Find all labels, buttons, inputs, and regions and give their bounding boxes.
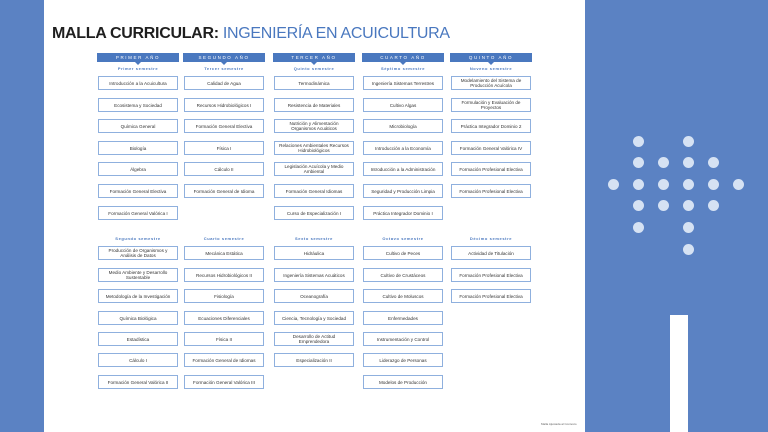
course-box: Formación General Electiva xyxy=(98,184,178,198)
course-box: Producción de Organismos y Análisis de Datos xyxy=(98,246,178,260)
semester-label: Séptimo semestre xyxy=(380,66,426,71)
course-box: Formulación y Evaluación de Proyectos xyxy=(451,98,531,112)
course-box: Modelos de Producción xyxy=(363,375,443,389)
year-header: TERCER AÑO xyxy=(273,53,355,62)
decorative-dot xyxy=(683,157,694,168)
course-box: Física I xyxy=(184,141,264,155)
course-box: Cultivo Algas xyxy=(363,98,443,112)
course-box: Recursos Hidrobiológicos I xyxy=(184,98,264,112)
course-box: Formación General Electiva xyxy=(184,119,264,133)
course-box: Medio Ambiente y Desarrollo Sustentable xyxy=(98,268,178,282)
year-header: SEGUNDO AÑO xyxy=(183,53,265,62)
decorative-dot xyxy=(633,222,644,233)
decorative-bar xyxy=(670,315,688,432)
decorative-dot xyxy=(683,244,694,255)
course-box: Recursos Hidrobiológicos II xyxy=(184,268,264,282)
course-box: Formación General Valórica II xyxy=(98,375,178,389)
course-box: Modelamiento del Sistema de Producción Acuícola xyxy=(451,76,531,90)
semester-label: Décimo semestre xyxy=(469,236,513,241)
course-box: Actividad de Titulación xyxy=(451,246,531,260)
course-box: Biología xyxy=(98,141,178,155)
decorative-dot xyxy=(633,157,644,168)
course-box: Práctica Integrador Dominio 2 xyxy=(451,119,531,133)
title-program: INGENIERÍA EN ACUICULTURA xyxy=(222,25,450,42)
page-title xyxy=(52,25,450,43)
decorative-dot xyxy=(608,179,619,190)
course-box: Cultivo de Crustáceos xyxy=(363,268,443,282)
course-box: Práctica Integrador Dominio I xyxy=(363,206,443,220)
semester-label: Segundo semestre xyxy=(115,236,161,241)
course-box: Formación General Idiomas xyxy=(274,184,354,198)
course-box: Estadística xyxy=(98,332,178,346)
semester-label: Sexto semestre xyxy=(295,236,333,241)
decorative-dot xyxy=(683,136,694,147)
course-box: Formación General de Idioma xyxy=(184,184,264,198)
course-box: Nutrición y Alimentación Organismos Acuáticos xyxy=(274,119,354,133)
course-box: Formación Profesional Electiva xyxy=(451,268,531,282)
course-box: Química General xyxy=(98,119,178,133)
course-box: Liderazgo de Personas xyxy=(363,353,443,367)
decorative-dot xyxy=(633,179,644,190)
course-box: Formación General Valórica IV xyxy=(451,141,531,155)
course-box: Ecuaciones Diferenciales xyxy=(184,311,264,325)
course-box: Ingeniería Sistemas Acuáticos xyxy=(274,268,354,282)
course-box: Formación Profesional Electiva xyxy=(451,289,531,303)
course-box: Ingeniería Sistemas Terrestres xyxy=(363,76,443,90)
decorative-dot xyxy=(658,179,669,190)
decorative-dot xyxy=(708,179,719,190)
course-box: Mecánica Estática xyxy=(184,246,264,260)
year-header: QUINTO AÑO xyxy=(450,53,532,62)
course-box: Calidad de Agua xyxy=(184,76,264,90)
decorative-dot xyxy=(708,200,719,211)
semester-label: Noveno semestre xyxy=(469,66,513,71)
course-box: Ciencia, Tecnología y Sociedad xyxy=(274,311,354,325)
course-box: Álgebra xyxy=(98,162,178,176)
course-box: Formación General Valórica I xyxy=(98,206,178,220)
decorative-dot xyxy=(708,157,719,168)
course-box: Física II xyxy=(184,332,264,346)
decorative-dot xyxy=(733,179,744,190)
course-box: Introducción a la Economía xyxy=(363,141,443,155)
course-box: Termodinámica xyxy=(274,76,354,90)
semester-label: Tercer semestre xyxy=(204,66,244,71)
course-box: Formación Profesional Electiva xyxy=(451,184,531,198)
decorative-dot xyxy=(658,157,669,168)
course-box: Instrumentación y Control xyxy=(363,332,443,346)
title-prefix: MALLA CURRICULAR: xyxy=(52,25,219,42)
semester-label: Cuarto semestre xyxy=(203,236,245,241)
footnote: Malla Ajustada al Contexto xyxy=(541,422,577,426)
course-box: Introducción a la Acuicultura xyxy=(98,76,178,90)
semester-label: Quinto semestre xyxy=(293,66,335,71)
course-box: Cultivo de Peces xyxy=(363,246,443,260)
course-box: Metodología de la Investigación xyxy=(98,289,178,303)
course-box: Especialización II xyxy=(274,353,354,367)
decorative-dot xyxy=(633,200,644,211)
course-box: Formación General de Idiomas xyxy=(184,353,264,367)
decorative-dot xyxy=(683,200,694,211)
course-box: Legislación Acuícola y Medio Ambiental xyxy=(274,162,354,176)
course-box: Enfermedades xyxy=(363,311,443,325)
course-box: Cultivo de Moluscos xyxy=(363,289,443,303)
course-box: Oceanografía xyxy=(274,289,354,303)
course-box: Formación Profesional Electiva xyxy=(451,162,531,176)
decorative-dot xyxy=(658,200,669,211)
course-box: Hidráulica xyxy=(274,246,354,260)
course-box: Microbiología xyxy=(363,119,443,133)
year-header: PRIMER AÑO xyxy=(97,53,179,62)
course-box: Resistencia de Materiales xyxy=(274,98,354,112)
course-box: Fisiología xyxy=(184,289,264,303)
decorative-dot xyxy=(683,222,694,233)
course-box: Química Biológica xyxy=(98,311,178,325)
course-box: Seguridad y Producción Limpia xyxy=(363,184,443,198)
course-box: Cálculo II xyxy=(184,162,264,176)
semester-label: Octavo semestre xyxy=(382,236,424,241)
course-box: Formación General Valórica III xyxy=(184,375,264,389)
decorative-dot xyxy=(633,136,644,147)
course-box: Introducción a la Administración xyxy=(363,162,443,176)
course-box: Curso de Especialización I xyxy=(274,206,354,220)
year-header: CUARTO AÑO xyxy=(362,53,444,62)
course-box: Relaciones Ambientales Recursos Hidrobiológicos xyxy=(274,141,354,155)
decorative-dot xyxy=(683,179,694,190)
course-box: Cálculo I xyxy=(98,353,178,367)
course-box: Desarrollo de Actitud Emprendedora xyxy=(274,332,354,346)
course-box: Ecosistema y Sociedad xyxy=(98,98,178,112)
semester-label: Primer semestre xyxy=(117,66,159,71)
